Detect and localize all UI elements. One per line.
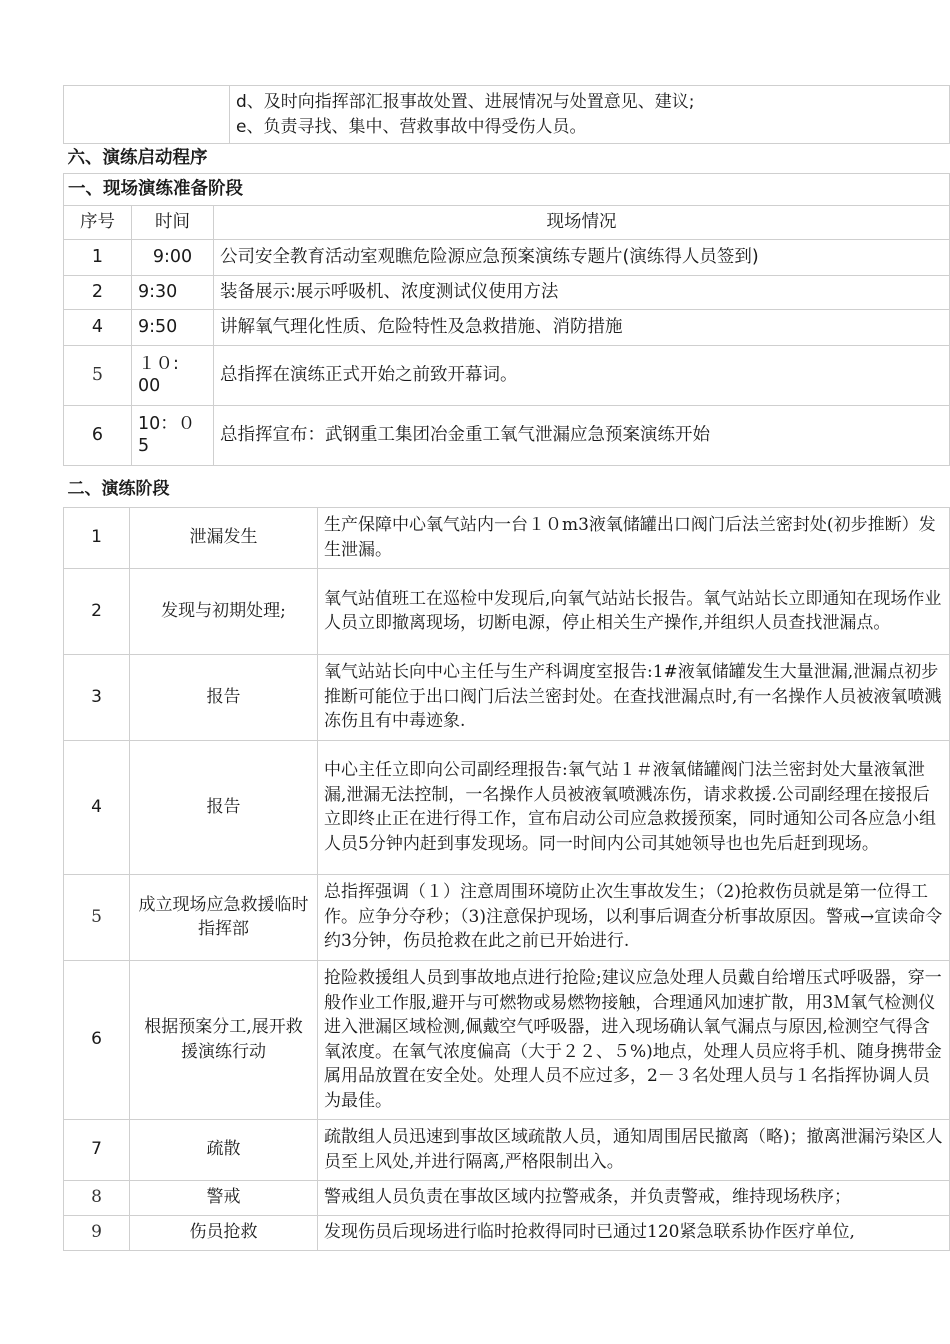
row-desc: 发现伤员后现场进行临时抢救得同时已通过120紧急联系协作医疗单位, — [318, 1215, 950, 1250]
row-no: 7 — [64, 1119, 130, 1180]
table-row — [64, 568, 950, 654]
row-desc: 总指挥宣布：武钢重工集团冶金重工氧气泄漏应急预案演练开始 — [214, 405, 950, 465]
row-no: 5 — [64, 345, 132, 405]
section-heading-row — [64, 143, 950, 173]
table-row — [64, 1180, 950, 1215]
row-desc: 中心主任立即向公司副经理报告:氧气站１＃液氧储罐阀门法兰密封处大量液氧泄漏,泄漏无法控制，一名操作人员被液氧喷溅冻伤，请求救援.公司副经理在接报后立即终止正在进行得工作，宣布启动公司应急救援预案，同时通知公司各应急小组人员5分钟内赶到事发现场。同一时间内公司其她领导也也先后赶到现场。 — [318, 740, 950, 874]
row-desc: 总指挥强调（１）注意周围环境防止次生事故发生；（2)抢救伤员就是第一位得工作。应争分夺秒；（3)注意保护现场，以利事后调查分析事故原因。警戒→宣读命令约3分钟，伤员抢救在此之前已开始进行. — [318, 874, 950, 960]
table-row — [64, 239, 950, 275]
table-row — [64, 507, 950, 568]
row-desc: 装备展示:展示呼吸机、浓度测试仪使用方法 — [214, 275, 950, 309]
row-stage: 泄漏发生 — [130, 507, 318, 568]
row-desc: 讲解氧气理化性质、危险特性及急救措施、消防措施 — [214, 309, 950, 345]
subsection-heading-row — [64, 471, 950, 507]
empty-cell — [64, 86, 230, 144]
table-row — [64, 86, 950, 144]
row-desc: 抢险救援组人员到事故地点进行抢险;建议应急处理人员戴自给增压式呼吸器，穿一般作业工作服,避开与可燃物或易燃物接触，合理通风加速扩散，用3Ｍ氧气检测仪进入泄漏区域检测,佩戴空气呼吸器，进入现场确认氧气漏点与原因,检测空气得含氧浓度。在氧气浓度偏高（大于２２、５%)地点，处理人员应将手机、随身携带金属用品放置在安全处。处理人员不应过多，2－３名处理人员与１名指挥协调人员为最佳。 — [318, 960, 950, 1119]
row-time — [132, 345, 214, 405]
row-time — [132, 405, 214, 465]
table-row — [64, 874, 950, 960]
duty-line-d: d、及时向指挥部汇报事故处置、进展情况与处置意见、建议; — [236, 91, 695, 112]
table-header-row — [64, 205, 950, 239]
row-stage: 报告 — [130, 740, 318, 874]
row-stage: 警戒 — [130, 1180, 318, 1215]
row-no: 2 — [64, 275, 132, 309]
row-stage: 报告 — [130, 654, 318, 740]
row-no: 4 — [64, 309, 132, 345]
table-row — [64, 275, 950, 309]
row-time: 9:30 — [132, 275, 214, 309]
section6-title: 六、演练启动程序 — [67, 147, 208, 168]
row-no: 1 — [64, 507, 130, 568]
duty-cell — [230, 86, 950, 144]
row-no: 6 — [64, 405, 132, 465]
row-no: 8 — [64, 1180, 130, 1215]
row-time-line1: 10：０ — [138, 414, 196, 434]
table-row — [64, 345, 950, 405]
header-situation: 现场情况 — [214, 205, 950, 239]
row-desc: 疏散组人员迅速到事故区域疏散人员，通知周围居民撤离（略)；撤离泄漏污染区人员至上风处,并进行隔离,严格限制出入。 — [318, 1119, 950, 1180]
row-time-line2: 00 — [138, 376, 161, 396]
row-time-line1: １０: — [138, 354, 179, 374]
responsibility-table-continuation — [63, 85, 950, 144]
row-time-line2: 5 — [138, 436, 150, 456]
header-time: 时间 — [132, 205, 214, 239]
row-stage: 成立现场应急救援临时指挥部 — [130, 874, 318, 960]
table-row — [64, 405, 950, 465]
row-no: 1 — [64, 239, 132, 275]
row-time: 9:50 — [132, 309, 214, 345]
drill-stage-title: 二、演练阶段 — [67, 478, 170, 499]
table-row — [64, 1119, 950, 1180]
row-desc: 总指挥在演练正式开始之前致开幕词。 — [214, 345, 950, 405]
row-no: 6 — [64, 960, 130, 1119]
header-no: 序号 — [64, 205, 132, 239]
table-row — [64, 1215, 950, 1250]
preparation-table — [63, 143, 950, 466]
row-no: 9 — [64, 1215, 130, 1250]
row-time: 9:00 — [132, 239, 214, 275]
table-row — [64, 740, 950, 874]
row-desc: 生产保障中心氧气站内一台１０m3液氧储罐出口阀门后法兰密封处(初步推断）发生泄漏。 — [318, 507, 950, 568]
subsection-heading-row — [64, 173, 950, 205]
row-stage: 发现与初期处理; — [130, 568, 318, 654]
table-row — [64, 654, 950, 740]
row-desc: 公司安全教育活动室观瞧危险源应急预案演练专题片(演练得人员签到) — [214, 239, 950, 275]
row-desc: 氧气站值班工在巡检中发现后,向氧气站站长报告。氧气站站长立即通知在现场作业人员立即撤离现场，切断电源，停止相关生产操作,并组织人员查找泄漏点。 — [318, 568, 950, 654]
row-desc: 警戒组人员负责在事故区域内拉警戒条，并负责警戒，维持现场秩序； — [318, 1180, 950, 1215]
row-no: 2 — [64, 568, 130, 654]
row-no: 4 — [64, 740, 130, 874]
row-no: 3 — [64, 654, 130, 740]
prep-stage-title: 一、现场演练准备阶段 — [64, 173, 950, 205]
row-no: 5 — [64, 874, 130, 960]
row-stage: 根据预案分工,展开救援演练行动 — [130, 960, 318, 1119]
drill-stage-table — [63, 471, 950, 1251]
table-row — [64, 309, 950, 345]
table-row — [64, 960, 950, 1119]
row-desc: 氧气站站长向中心主任与生产科调度室报告:1#液氧储罐发生大量泄漏,泄漏点初步推断可能位于出口阀门后法兰密封处。在查找泄漏点时,有一名操作人员被液氧喷溅冻伤且有中毒迹象. — [318, 654, 950, 740]
row-stage: 疏散 — [130, 1119, 318, 1180]
duty-line-e: e、负责寻找、集中、营救事故中得受伤人员。 — [236, 116, 587, 137]
row-stage: 伤员抢救 — [130, 1215, 318, 1250]
